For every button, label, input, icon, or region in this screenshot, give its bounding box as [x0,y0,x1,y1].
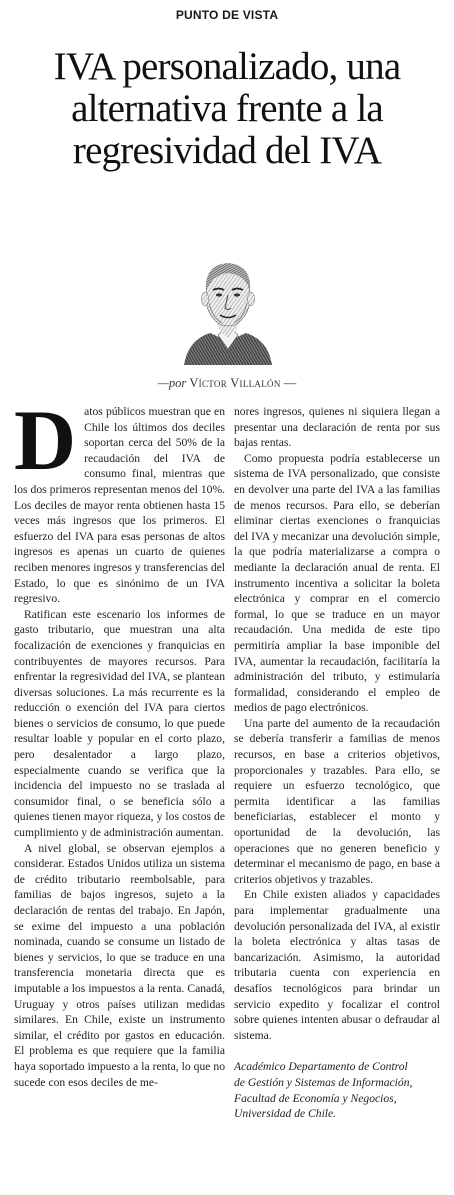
affiliation-line-2: de Gestión y Sistemas de Información, [234,1075,413,1089]
byline-prefix: —por [157,376,187,390]
paragraph-1-text: atos públicos muestran que en Chile los últimos dos deciles soportan cerca del 50% de la recaudación del IVA de consumo final, mientras que los dos primeros representan menos del 10%. Los deciles de mayor renta obtienen hasta 15 veces más ingresos que los primeros. El esfuerzo del IVA para esas personas de altos ingresos es apenas un cuarto de quienes reciben menores ingresos y transferencias del Estado, lo que es sinónimo de un IVA regresivo. [14,405,225,606]
paragraph-1 [14,392,225,607]
paragraph-2: Ratifican este escenario los informes de gasto tributario, que muestran una alta focalización de exenciones y franquicias en contribuyentes de mayores recursos. Para enfrentar la regresividad del IVA, se plantean diversas soluciones. La más recurrente es la reducción o exención del IVA para ciertos bienes o servicios de consumo, lo que puede resultar loable y popular en el corto plazo, pero desalentador a largo plazo, especialmente cuando se verifica que la incidencia del impuesto no se traslada al consumidor final, o se beneficia sólo a quienes tienen mayor riqueza, y los costos de cumplimiento y de administración aumentan. [14,607,225,840]
paragraph-5: Una parte del aumento de la recaudación se debería transferir a familias de menos recursos, en base a criterios objetivos, proporcionales y trazables. Para ello, se requiere un esfuerzo tecnológico, que permita identificar a las familias beneficiarias, establecer el monto y oportunidad de la devolución, las operaciones que no generen beneficio y determinar el mecanismo de pago, en base a criterios objetivos y trazables. [234,716,440,886]
paragraph-4: Como propuesta podría establecerse un sistema de IVA personalizado, que consiste en devolver una parte del IVA a las familias de menos recursos. Para ello, se deberían eliminar ciertas exenciones o franquicias del IVA y mecanizar una devolución simple, la que podría materializarse a compra o mediante la declaración anual de renta. El instrumento incentiva a solicitar la boleta electrónica y comprar en el comercio formal, lo que se traduce en un mayor recaudación. Una medida de este tipo permitiría ampliar la base imponible del IVA, aumentar la recaudación, facilitaría la administración del tributo, y estimularía formalidad, considerando el empleo de medios de pago electrónicos. [234,451,440,715]
title-line-2: alternativa frente a la [71,87,383,130]
author-photo [182,245,274,365]
article-title [10,46,444,172]
paragraph-3: A nivel global, se observan ejemplos a considerar. Estados Unidos utiliza un sistema de crédito tributario reembolsable, para familias de bajos ingresos, sujeto a la declaración de rentas del trabajo. En Japón, se exime del impuesto a una población nominada, cuando se consume un listado de bienes y servicios, lo que se traduce en una transferencia monetaria directa que es imputable a los impuestos a la renta. Canadá, Uruguay y otros países utilizan medidas similares. En Chile, existe un instrumento similar, el crédito por gastos en educación. El problema es que requiere que la familia haya soportado impuesto a la renta, lo que no sucede con esos deciles de me- [14,841,225,1089]
affiliation-line-1: Académico Departamento de Control [234,1060,408,1074]
title-line-3: regresividad del IVA [72,129,382,172]
drop-cap: D [14,392,77,488]
section-kicker: PUNTO DE VISTA [175,8,279,22]
affiliation-line-3: Facultad de Economía y Negocios, [234,1091,397,1105]
paragraph-3-continued: nores ingresos, quienes ni siquiera llegan a presentar una declaración de renta por sus bajas rentas. [234,405,440,450]
article-column-left [14,392,225,1090]
byline-author: Víctor Villalón [189,376,281,390]
affiliation-line-4: Universidad de Chile. [234,1107,337,1121]
paragraph-6: En Chile existen aliados y capacidades para implementar gradualmente una devolución personalizada del IVA, al existir la boleta electrónica y altas tasas de bancarización. Asimismo, la autoridad tributaria cuenta con experiencia en desafíos tecnológicos para brindar un servicio expedito y focalizar el control sobre quienes intenten abusar o defraudar al sistema. [234,888,440,1042]
article-column-right [234,404,440,1122]
byline-dash: — [283,376,297,390]
byline [0,376,454,391]
title-line-1: IVA personalizado, una [53,45,401,88]
author-affiliation [234,1059,440,1121]
